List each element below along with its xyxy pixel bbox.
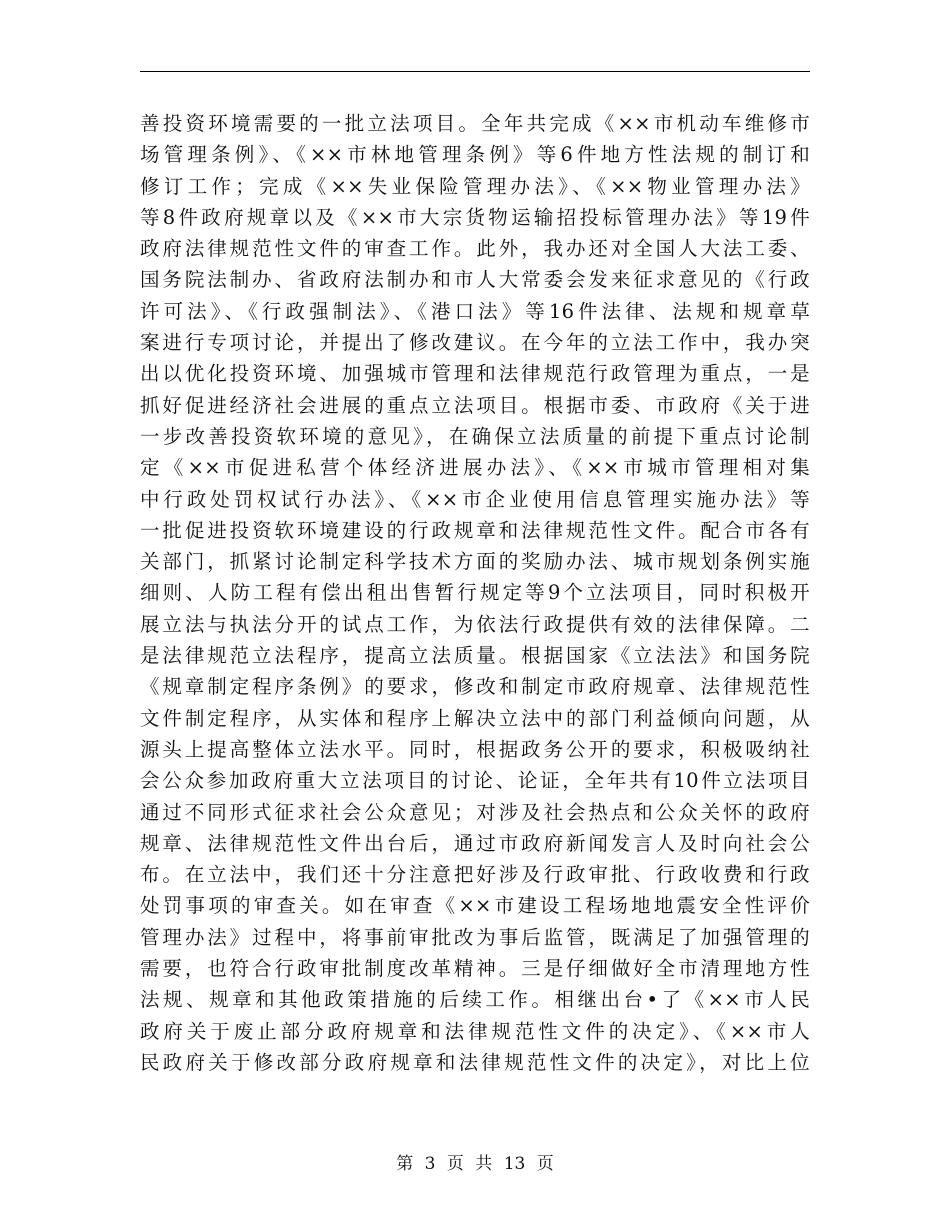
text-line: 管理办法》过程中，将事前审批改为事后监管，既满足了加强管理的 — [140, 925, 810, 949]
text-line: 场管理条例》、《××市林地管理条例》等6件地方性法规的制订和 — [140, 143, 810, 167]
page-footer — [0, 1152, 950, 1176]
text-line: 一批促进投资软环境建设的行政规章和法律规范性文件。配合市各有 — [140, 518, 810, 542]
text-line: 等8件政府规章以及《××市大宗货物运输招投标管理办法》等19件 — [140, 205, 810, 229]
text-line: 通过不同形式征求社会公众意见；对涉及社会热点和公众关怀的政府 — [140, 800, 810, 824]
text-line: 中行政处罚权试行办法》、《××市企业使用信息管理实施办法》等 — [140, 487, 810, 511]
text-line: 细则、人防工程有偿出租出售暂行规定等9个立法项目，同时积极开 — [140, 581, 810, 605]
text-line: 民政府关于修改部分政府规章和法律规范性文件的决定》，对比上位 — [140, 1050, 810, 1074]
text-line: 关部门，抓紧讨论制定科学技术方面的奖励办法、城市规划条例实施 — [140, 550, 810, 574]
text-line: 善投资环境需要的一批立法项目。全年共完成《××市机动车维修市 — [140, 112, 810, 135]
text-line: 布。在立法中，我们还十分注意把好涉及行政审批、行政收费和行政 — [140, 863, 810, 887]
footer-word: 页 — [446, 1154, 464, 1174]
text-line: 展立法与执法分开的试点工作，为依法行政提供有效的法律保障。二 — [140, 612, 810, 636]
text-line: 政府关于废止部分政府规章和法律规范性文件的决定》、《××市人 — [140, 1019, 810, 1043]
footer-word: 页 — [536, 1154, 554, 1174]
text-line: 《规章制定程序条例》的要求，修改和制定市政府规章、法律规范性 — [140, 675, 810, 699]
text-line: 案进行专项讨论，并提出了修改建议。在今年的立法工作中，我办突 — [140, 331, 810, 355]
footer-word: 第 — [396, 1154, 414, 1174]
header-rule — [140, 71, 810, 72]
text-line: 法规、规章和其他政策措施的后续工作。相继出台•了《××市人民 — [140, 988, 810, 1012]
text-line: 源头上提高整体立法水平。同时，根据政务公开的要求，积极吸纳社 — [140, 737, 810, 761]
text-line: 许可法》、《行政强制法》、《港口法》等16件法律、法规和规章草 — [140, 299, 810, 323]
text-line: 抓好促进经济社会进展的重点立法项目。根据市委、市政府《关于进 — [140, 393, 810, 417]
body-text — [140, 108, 810, 1078]
text-line: 会公众参加政府重大立法项目的讨论、论证，全年共有10件立法项目 — [140, 769, 810, 793]
footer-word: 共 — [475, 1154, 493, 1174]
text-line: 规章、法律规范性文件出台后，通过市政府新闻发言人及时向社会公 — [140, 831, 810, 855]
text-line: 政府法律规范性文件的审查工作。此外，我办还对全国人大法工委、 — [140, 237, 810, 261]
text-line: 文件制定程序，从实体和程序上解决立法中的部门利益倾向问题，从 — [140, 706, 810, 730]
text-line: 国务院法制办、省政府法制办和市人大常委会发来征求意见的《行政 — [140, 268, 810, 292]
text-line: 出以优化投资环境、加强城市管理和法律规范行政管理为重点，一是 — [140, 362, 810, 386]
text-line: 修订工作；完成《××失业保险管理办法》、《××物业管理办法》 — [140, 174, 810, 198]
text-line: 定《××市促进私营个体经济进展办法》、《××市城市管理相对集 — [140, 456, 810, 480]
text-line: 一步改善投资软环境的意见》，在确保立法质量的前提下重点讨论制 — [140, 424, 810, 448]
total-page-count: 13 — [503, 1154, 526, 1174]
text-line: 需要，也符合行政审批制度改革精神。三是仔细做好全市清理地方性 — [140, 957, 810, 981]
current-page-number: 3 — [424, 1154, 436, 1174]
text-line: 是法律规范立法程序，提高立法质量。根据国家《立法法》和国务院 — [140, 644, 810, 668]
text-line: 处罚事项的审查关。如在审查《××市建设工程场地地震安全性评价 — [140, 894, 810, 918]
